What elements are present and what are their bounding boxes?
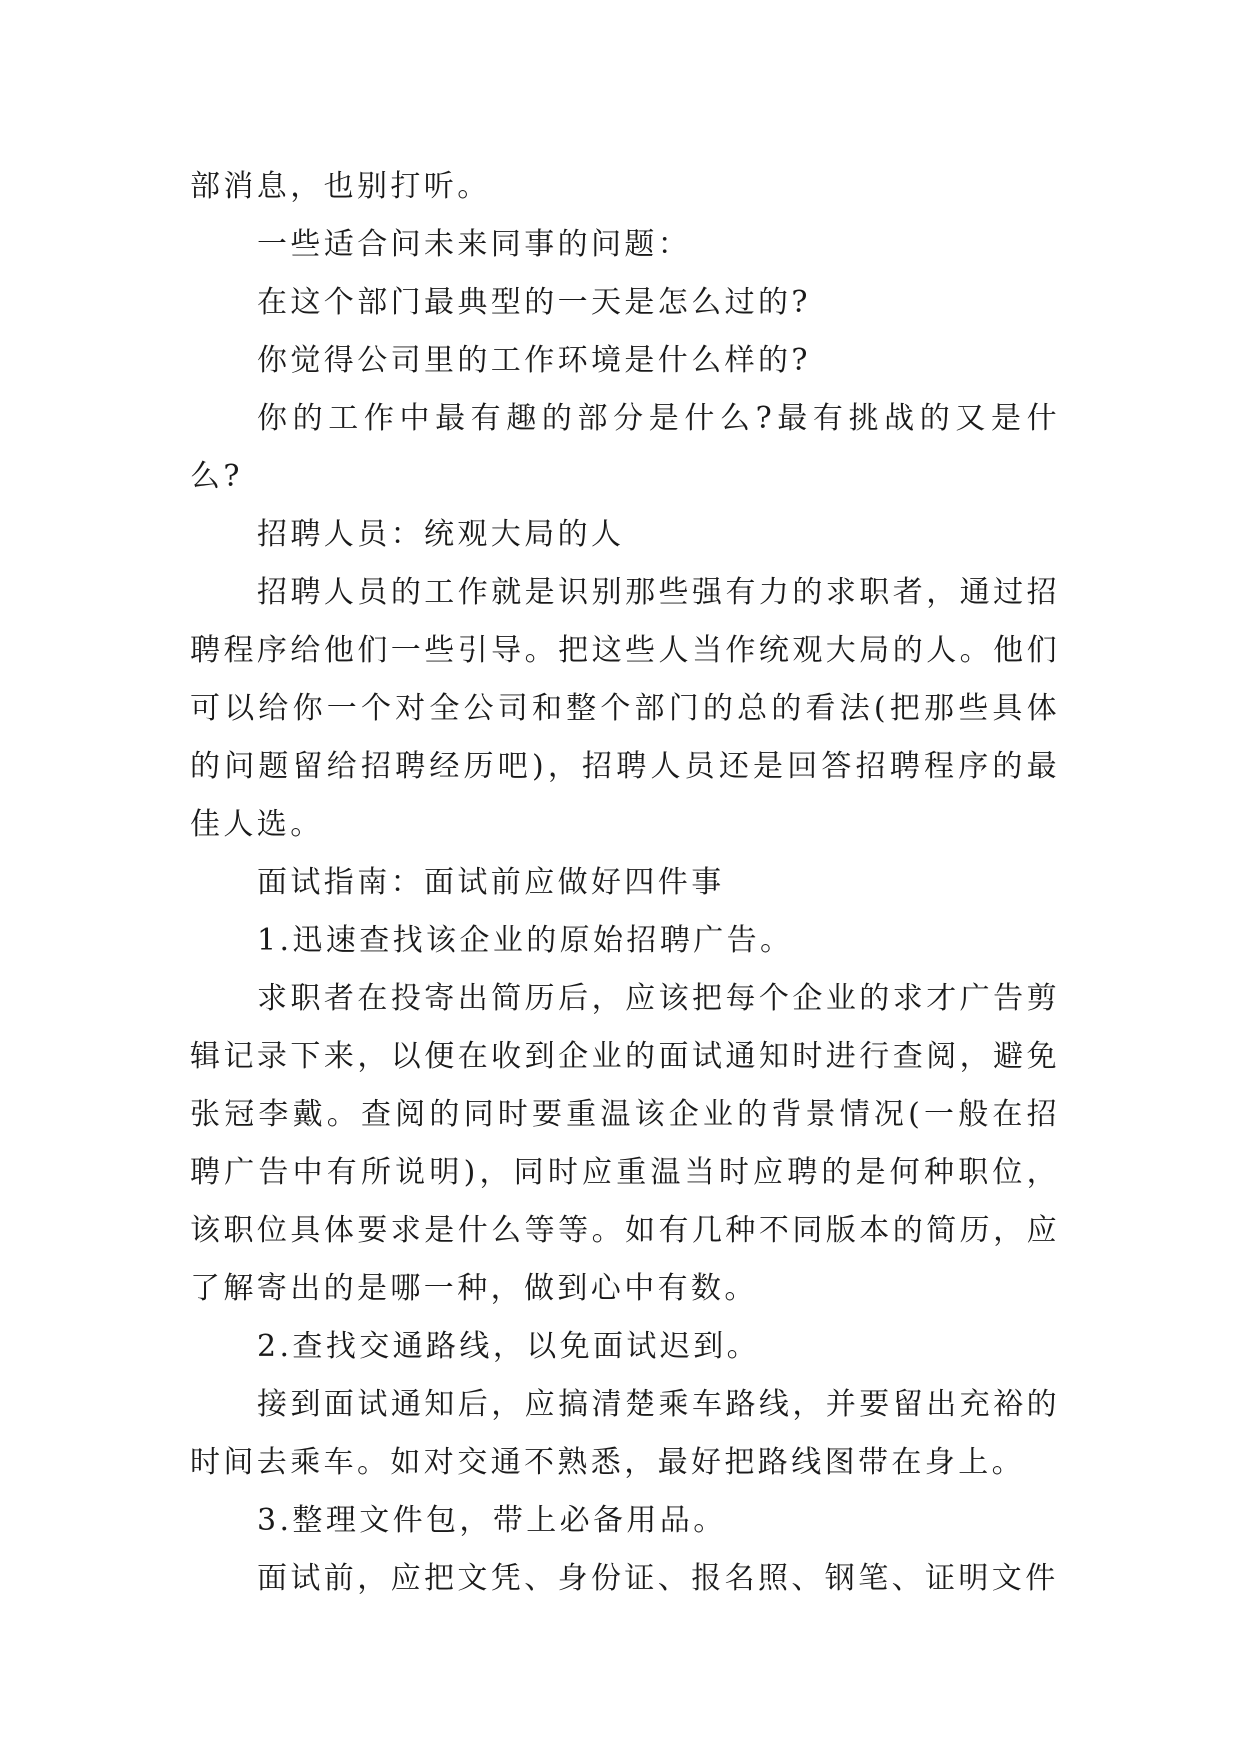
paragraph-heading-interview-guide: 面试指南：面试前应做好四件事 bbox=[257, 865, 725, 900]
paragraph-heading-colleague-questions: 一些适合问未来同事的问题： bbox=[257, 227, 692, 262]
paragraph-step-2-body: 接到面试通知后，应搞清楚乘车路线，并要留出充裕的时间去乘车。如对交通不熟悉，最好把路线图带在身上。 bbox=[190, 1387, 1060, 1480]
paragraph-question-interesting-part: 你的工作中最有趣的部分是什么?最有挑战的又是什么? bbox=[190, 401, 1060, 494]
paragraph-step-3-body: 面试前，应把文凭、身份证、报名照、钢笔、证明文件 bbox=[257, 1561, 1059, 1596]
paragraph-heading-recruiters: 招聘人员：统观大局的人 bbox=[257, 517, 625, 552]
body-text bbox=[190, 158, 1060, 1608]
paragraph-question-work-environment: 你觉得公司里的工作环境是什么样的? bbox=[257, 343, 811, 378]
paragraph-question-typical-day: 在这个部门最典型的一天是怎么过的? bbox=[257, 285, 811, 320]
paragraph-step-1-body: 求职者在投寄出简历后，应该把每个企业的求才广告剪辑记录下来，以便在收到企业的面试通知时进行查阅，避免张冠李戴。查阅的同时要重温该企业的背景情况(一般在招聘广告中有所说明)，同时应重温当时应聘的是何种职位，该职位具体要求是什么等等。如有几种不同版本的简历，应了解寄出的是哪一种，做到心中有数。 bbox=[190, 981, 1060, 1306]
paragraph-step-3: 3.整理文件包，带上必备用品。 bbox=[257, 1503, 727, 1538]
paragraph-continued: 部消息，也别打听。 bbox=[190, 169, 491, 204]
paragraph-step-2: 2.查找交通路线，以免面试迟到。 bbox=[257, 1329, 761, 1364]
paragraph-recruiters-body: 招聘人员的工作就是识别那些强有力的求职者，通过招聘程序给他们一些引导。把这些人当作统观大局的人。他们可以给你一个对全公司和整个部门的总的看法(把那些具体的问题留给招聘经历吧)，招聘人员还是回答招聘程序的最佳人选。 bbox=[190, 575, 1060, 842]
paragraph-step-1: 1.迅速查找该企业的原始招聘广告。 bbox=[257, 923, 794, 958]
